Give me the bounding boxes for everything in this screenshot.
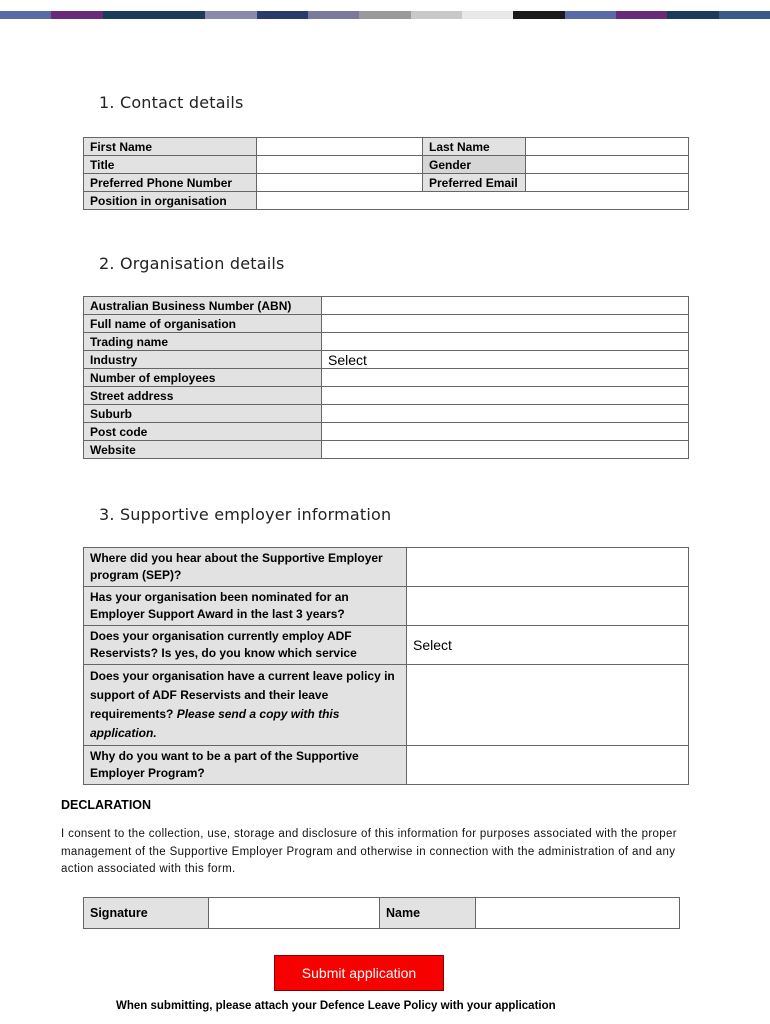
topbar-segment bbox=[0, 11, 51, 19]
position-label: Position in organisation bbox=[84, 192, 257, 210]
org-row bbox=[84, 351, 689, 369]
q-nominated-field[interactable] bbox=[407, 587, 689, 626]
org-row bbox=[84, 387, 689, 405]
org-row-field[interactable]: Select bbox=[322, 351, 689, 369]
topbar-segment bbox=[308, 11, 359, 19]
org-row bbox=[84, 333, 689, 351]
q-why-label: Why do you want to be a part of the Supportive Employer Program? bbox=[84, 746, 407, 785]
signature-table bbox=[83, 897, 680, 929]
q-reservists-select[interactable]: Select bbox=[407, 626, 689, 665]
section-title-organisation: 2. Organisation details bbox=[99, 254, 285, 273]
q-nominated-label: Has your organisation been nominated for an Employer Support Award in the last 3 years? bbox=[84, 587, 407, 626]
org-row-field[interactable] bbox=[322, 315, 689, 333]
gender-field[interactable] bbox=[526, 156, 689, 174]
org-row-field[interactable] bbox=[322, 405, 689, 423]
signature-label: Signature bbox=[84, 898, 209, 929]
position-field[interactable] bbox=[257, 192, 689, 210]
supportive-employer-table bbox=[83, 547, 689, 785]
topbar-segment bbox=[667, 11, 718, 19]
topbar-segment bbox=[565, 11, 616, 19]
declaration-text: I consent to the collection, use, storage and disclosure of this information for purposes associated with the proper management of the Supportive Employer Program and otherwise in connection with the administration of and any action associated with this form. bbox=[61, 828, 677, 875]
title-field[interactable] bbox=[257, 156, 423, 174]
email-label: Preferred Email bbox=[423, 174, 526, 192]
topbar-segment bbox=[51, 11, 102, 19]
org-row bbox=[84, 405, 689, 423]
first-name-field[interactable] bbox=[257, 138, 423, 156]
org-row-label: Post code bbox=[84, 423, 322, 441]
q-leave-policy-label bbox=[84, 665, 407, 746]
topbar-segment bbox=[257, 11, 308, 19]
title-label: Title bbox=[84, 156, 257, 174]
name-label: Name bbox=[380, 898, 476, 929]
last-name-label: Last Name bbox=[423, 138, 526, 156]
topbar-segment bbox=[154, 11, 205, 19]
footer-note: When submitting, please attach your Defence Leave Policy with your application bbox=[116, 1000, 556, 1012]
org-row bbox=[84, 297, 689, 315]
org-row bbox=[84, 441, 689, 459]
q-hear-about-label: Where did you hear about the Supportive Employer program (SEP)? bbox=[84, 548, 407, 587]
q-leave-policy-text: Does your organisation have a current leave policy in support of ADF Reservists and their leave requirements? bbox=[90, 669, 395, 721]
org-row-label: Website bbox=[84, 441, 322, 459]
org-row-label: Number of employees bbox=[84, 369, 322, 387]
org-row-label: Industry bbox=[84, 351, 322, 369]
section-title-supportive: 3. Supportive employer information bbox=[99, 505, 392, 524]
org-row-label: Australian Business Number (ABN) bbox=[84, 297, 322, 315]
q-leave-policy-note: Please send a copy with this application. bbox=[90, 707, 340, 740]
last-name-field[interactable] bbox=[526, 138, 689, 156]
phone-label: Preferred Phone Number bbox=[84, 174, 257, 192]
org-row-field[interactable] bbox=[322, 297, 689, 315]
email-field[interactable] bbox=[526, 174, 689, 192]
org-row-field[interactable] bbox=[322, 387, 689, 405]
topbar-segment bbox=[462, 11, 513, 19]
org-row-label: Street address bbox=[84, 387, 322, 405]
org-row bbox=[84, 369, 689, 387]
submit-application-button[interactable]: Submit application bbox=[274, 955, 444, 991]
org-row-label: Trading name bbox=[84, 333, 322, 351]
org-row bbox=[84, 423, 689, 441]
section-title-contact: 1. Contact details bbox=[99, 93, 244, 112]
topbar-segment bbox=[103, 11, 154, 19]
org-row-label: Full name of organisation bbox=[84, 315, 322, 333]
contact-details-table bbox=[83, 137, 689, 210]
topbar-segment bbox=[719, 11, 770, 19]
topbar-segment bbox=[616, 11, 667, 19]
q-hear-about-field[interactable] bbox=[407, 548, 689, 587]
first-name-label: First Name bbox=[84, 138, 257, 156]
org-row bbox=[84, 315, 689, 333]
org-row-field[interactable] bbox=[322, 423, 689, 441]
declaration-title: DECLARATION bbox=[61, 798, 152, 812]
decorative-top-bar bbox=[0, 11, 770, 19]
gender-label: Gender bbox=[423, 156, 526, 174]
org-row-field[interactable] bbox=[322, 369, 689, 387]
organisation-details-table bbox=[83, 296, 689, 459]
q-leave-policy-field[interactable] bbox=[407, 665, 689, 746]
topbar-segment bbox=[513, 11, 564, 19]
topbar-segment bbox=[411, 11, 462, 19]
org-row-label: Suburb bbox=[84, 405, 322, 423]
org-row-field[interactable] bbox=[322, 441, 689, 459]
q-why-field[interactable] bbox=[407, 746, 689, 785]
topbar-segment bbox=[359, 11, 410, 19]
signature-field[interactable] bbox=[209, 898, 380, 929]
q-reservists-label: Does your organisation currently employ ADF Reservists? Is yes, do you know which service bbox=[84, 626, 407, 665]
topbar-segment bbox=[205, 11, 256, 19]
name-field[interactable] bbox=[476, 898, 680, 929]
phone-field[interactable] bbox=[257, 174, 423, 192]
org-row-field[interactable] bbox=[322, 333, 689, 351]
